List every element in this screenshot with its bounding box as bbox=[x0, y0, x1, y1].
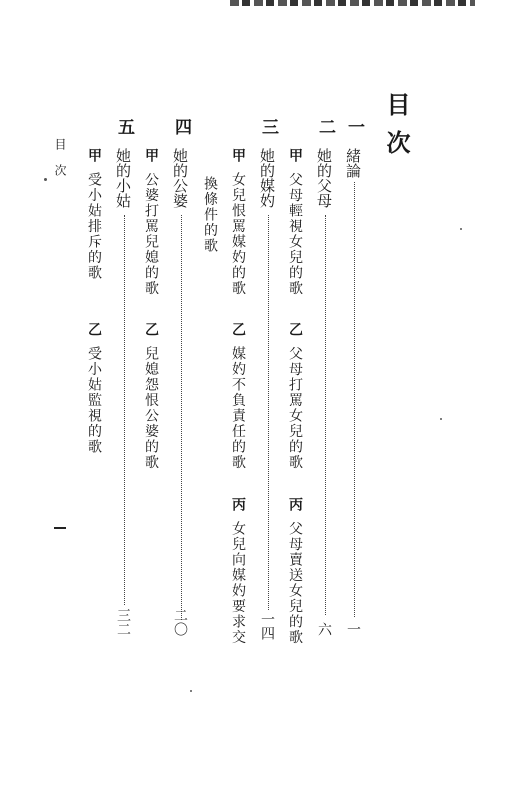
section-5-page: 三二 bbox=[115, 608, 131, 636]
section-3-item-a-mark: 甲 bbox=[230, 148, 246, 162]
section-4-item-b-mark: 乙 bbox=[143, 322, 159, 336]
section-3-page: 一四 bbox=[259, 612, 275, 640]
section-2-item-c-text: 父母賣送女兒的歌 bbox=[287, 521, 303, 645]
section-3-leader bbox=[268, 215, 269, 610]
section-2-number: 二 bbox=[315, 118, 335, 135]
section-5-item-a-text: 受小姑排斥的歌 bbox=[86, 172, 102, 281]
section-4-page: 二〇 bbox=[172, 608, 188, 636]
scan-edge-band bbox=[230, 0, 475, 6]
section-1-leader bbox=[354, 182, 355, 617]
section-4-title: 她的公婆 bbox=[171, 148, 189, 208]
section-1-number: 一 bbox=[344, 118, 364, 135]
running-footer: 目次 bbox=[53, 138, 67, 190]
section-5-title: 她的小姑 bbox=[114, 148, 132, 208]
section-2-leader bbox=[325, 215, 326, 615]
section-3-item-c-text: 女兒向媒妁要求交 bbox=[230, 521, 246, 645]
section-4-item-a-text: 公婆打罵兒媳的歌 bbox=[143, 172, 159, 296]
section-3-item-c-mark: 丙 bbox=[230, 497, 246, 511]
section-3-item-b-text: 媒妁不負責任的歌 bbox=[230, 346, 246, 470]
section-5-number: 五 bbox=[114, 118, 134, 135]
folio-mark bbox=[54, 527, 66, 529]
section-2-item-a-text: 父母輕視女兒的歌 bbox=[287, 172, 303, 296]
scan-speck bbox=[44, 178, 47, 181]
scan-speck bbox=[460, 228, 462, 230]
section-3-item-b-mark: 乙 bbox=[230, 322, 246, 336]
section-1-title: 緒論 bbox=[344, 148, 362, 178]
section-3-item-a-text: 女兒恨罵媒妁的歌 bbox=[230, 172, 246, 296]
section-2-item-b-text: 父母打罵女兒的歌 bbox=[287, 346, 303, 470]
section-2-item-a-mark: 甲 bbox=[287, 148, 303, 162]
section-4-item-b-text: 兒媳怨恨公婆的歌 bbox=[143, 346, 159, 470]
section-4-number: 四 bbox=[171, 118, 191, 135]
section-4-leader bbox=[181, 215, 182, 620]
section-5-leader bbox=[124, 215, 125, 605]
section-2-item-c-mark: 丙 bbox=[287, 497, 303, 511]
section-5-item-a-mark: 甲 bbox=[86, 148, 102, 162]
section-3-continuation: 換條件的歌 bbox=[202, 176, 218, 254]
section-2-page: 六 bbox=[316, 622, 332, 636]
page-title: 目次 bbox=[382, 92, 411, 168]
section-3-title: 她的媒妁 bbox=[258, 148, 276, 208]
scan-speck bbox=[190, 690, 192, 692]
section-1-page: 一 bbox=[345, 622, 361, 636]
section-3-number: 三 bbox=[258, 118, 278, 135]
section-4-item-a-mark: 甲 bbox=[143, 148, 159, 162]
section-2-title: 她的父母 bbox=[315, 148, 333, 208]
section-5-item-b-mark: 乙 bbox=[86, 322, 102, 336]
section-5-item-b-text: 受小姑監視的歌 bbox=[86, 346, 102, 455]
section-2-item-b-mark: 乙 bbox=[287, 322, 303, 336]
scan-speck bbox=[440, 418, 442, 420]
